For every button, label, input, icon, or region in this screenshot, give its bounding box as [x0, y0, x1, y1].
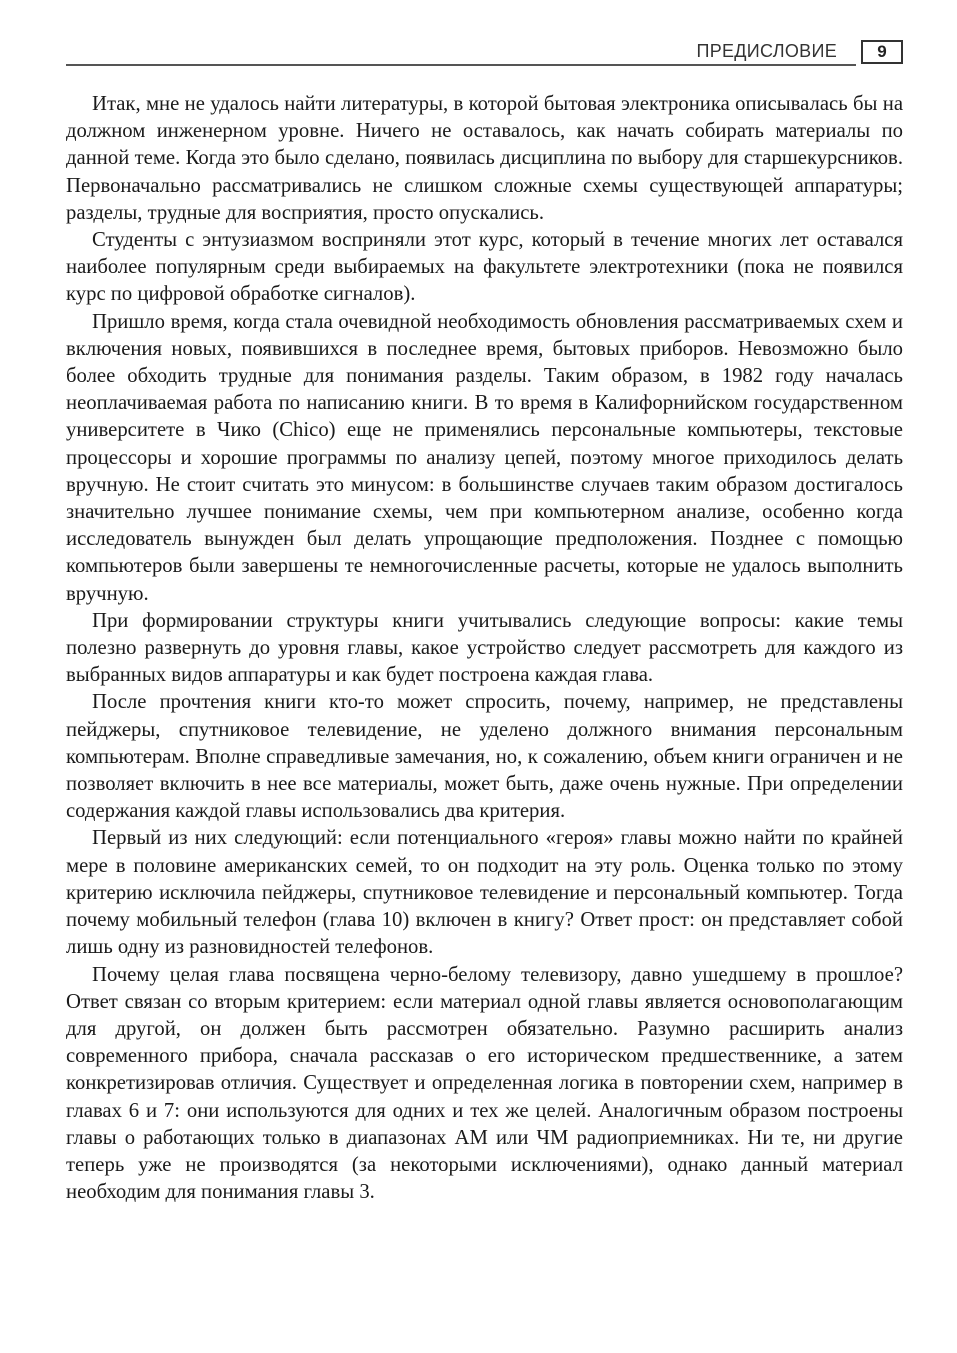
paragraph: Пришло время, когда стала очевидной необходимость обновления рассматриваемых схем и включения новых, появившихся в последнее время, бытовых приборов. Невозможно было более обходить трудные для понимания разделы. Таким образом, в 1982 году началась неоплачиваемая работа по написанию книги. В то время в Калифорнийском государственном университете в Чико (Chico) еще не применялись персональные компьютеры, текстовые процессоры и хорошие программы по анализу цепей, поэтому многое приходилось делать вручную. Не стоит считать это минусом: в большинстве случаев таким образом достигалось значительно лучшее понимание схемы, чем при компьютерном анализе, особенно когда исследователь вынужден был делать упрощающие предположения. Позднее с помощью компьютеров были завершены те немногочисленные расчеты, которые не удалось выполнить вручную. [66, 310, 903, 605]
section-title: ПРЕДИСЛОВИЕ [696, 41, 837, 61]
paragraph: Почему целая глава посвящена черно-белому телевизору, давно ушедшему в прошлое? Ответ связан со вторым критерием: если материал одной главы является основополагающим для другой, он должен быть рассмотрен обязательно. Разумно расширить анализ современного прибора, сначала рассказав о его историческом предшественнике, а затем конкретизировав отличия. Существует и определенная логика в повторении схем, например в главах 6 и 7: они используются для одних и тех же целей. Аналогичным образом построены главы о работающих только в диапазонах АМ или ЧМ радиоприемниках. Ни те, ни другие теперь уже не производятся (за некоторыми исключениями), однако данный материал необходим для понимания главы 3. [66, 963, 903, 1204]
header-rule [66, 64, 856, 66]
paragraph: Первый из них следующий: если потенциального «героя» главы можно найти по крайней мере в половине американских семей, то он подходит на эту роль. Оценка только по этому критерию исключила пейджеры, спутниковое телевидение и персональный компьютер. Тогда почему мобильный телефон (глава 10) включен в книгу? Ответ прост: он представляет собой лишь одну из разновидностей телефонов. [66, 827, 903, 959]
body-text [66, 91, 903, 1206]
paragraph: Студенты с энтузиазмом восприняли этот курс, который в течение многих лет оставался наиболее популярным среди выбираемых на факультете электротехники (пока не появился курс по цифровой обработке сигналов). [66, 229, 903, 306]
page-number: 9 [861, 40, 903, 64]
running-header [66, 37, 903, 67]
paragraph: Итак, мне не удалось найти литературы, в которой бытовая электроника описывалась бы на должном инженерном уровне. Ничего не оставалось, как начать собирать материалы по данной теме. Когда это было сделано, появилась дисциплина по выбору для старшекурсников. Первоначально рассматривались не слишком сложные схемы существующей аппаратуры; разделы, трудные для восприятия, просто опускались. [66, 93, 903, 224]
paragraph: При формировании структуры книги учитывались следующие вопросы: какие темы полезно развернуть до уровня главы, какое устройство следует рассмотреть для каждого из выбранных видов аппаратуры и как будет построена каждая глава. [66, 609, 903, 687]
paragraph: После прочтения книги кто-то может спросить, почему, например, не представлены пейджеры, спутниковое телевидение, не уделено должного внимания персональным компьютерам. Вполне справедливые замечания, но, к сожалению, объем книги ограничен и не позволяет включить в нее все материалы, может быть, даже очень нужные. При определении содержания каждой главы использовались два критерия. [66, 691, 903, 823]
